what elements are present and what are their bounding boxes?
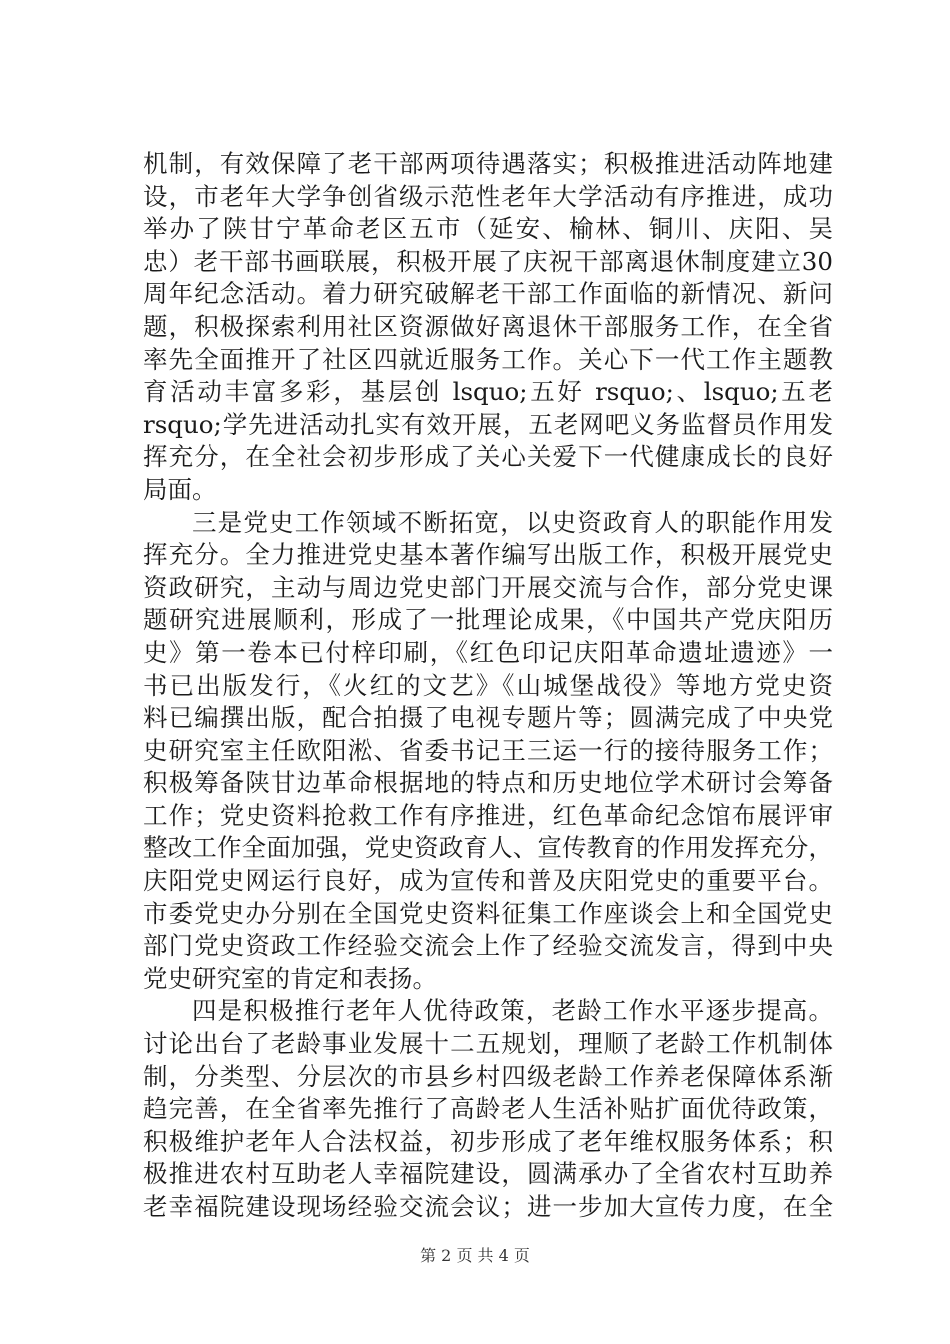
text-line: 整改工作全面加强，党史资政育人、宣传教育的作用发挥充分，	[143, 833, 833, 863]
text-line: 举办了陕甘宁革命老区五市（延安、榆林、铜川、庆阳、吴	[143, 214, 833, 244]
text-line: 书已出版发行，《火红的文艺》《山城堡战役》等地方党史资	[143, 670, 833, 700]
text-line: 挥充分，在全社会初步形成了关心关爱下一代健康成长的良好	[143, 442, 833, 472]
text-line: rsquo;学先进活动扎实有效开展，五老网吧义务监督员作用发	[143, 409, 833, 439]
text-line: 题，积极探索利用社区资源做好离退休干部服务工作，在全省	[143, 311, 833, 341]
page-number: 第 2 页 共 4 页	[420, 1246, 530, 1265]
text-line: 老幸福院建设现场经验交流会议；进一步加大宣传力度，在全	[143, 1192, 833, 1221]
text-line: 忠）老干部书画联展，积极开展了庆祝干部离退休制度建立30	[143, 246, 833, 276]
text-line: 周年纪念活动。着力研究破解老干部工作面临的新情况、新问	[143, 279, 833, 309]
text-line: 积极维护老年人合法权益，初步形成了老年维权服务体系；积	[143, 1126, 833, 1156]
text-line: 庆阳党史网运行良好，成为宣传和普及庆阳党史的重要平台。	[143, 866, 833, 896]
text-line: 设，市老年大学争创省级示范性老年大学活动有序推进，成功	[143, 181, 833, 211]
text-line: 育活动丰富多彩，基层创 lsquo;五好 rsquo;、lsquo;五老	[143, 377, 833, 407]
text-line: 挥充分。全力推进党史基本著作编写出版工作，积极开展党史	[143, 540, 833, 570]
text-line: 部门党史资政工作经验交流会上作了经验交流发言，得到中央	[143, 931, 833, 961]
paragraph-start-line: 四是积极推行老年人优待政策，老龄工作水平逐步提高。	[192, 996, 833, 1026]
text-line: 题研究进展顺利，形成了一批理论成果，《中国共产党庆阳历	[143, 605, 833, 635]
paragraph-end-line: 局面。	[143, 474, 217, 504]
text-line: 制，分类型、分层次的市县乡村四级老龄工作养老保障体系渐	[143, 1061, 833, 1091]
text-line: 趋完善，在全省率先推行了高龄老人生活补贴扩面优待政策，	[143, 1094, 833, 1124]
text-line: 工作；党史资料抢救工作有序推进，红色革命纪念馆布展评审	[143, 800, 833, 830]
text-line: 资政研究，主动与周边党史部门开展交流与合作，部分党史课	[143, 572, 833, 602]
text-line: 极推进农村互助老人幸福院建设，圆满承办了全省农村互助养	[143, 1159, 833, 1189]
text-line: 积极筹备陕甘边革命根据地的特点和历史地位学术研讨会筹备	[143, 768, 833, 798]
text-line: 讨论出台了老龄事业发展十二五规划，理顺了老龄工作机制体	[143, 1029, 833, 1059]
document-body	[143, 148, 833, 1224]
text-line: 史》第一卷本已付梓印刷，《红色印记庆阳革命遗址遗迹》一	[143, 637, 833, 667]
text-line: 市委党史办分别在全国党史资料征集工作座谈会上和全国党史	[143, 898, 833, 928]
text-line: 机制，有效保障了老干部两项待遇落实；积极推进活动阵地建	[143, 149, 833, 178]
text-line: 料已编撰出版，配合拍摄了电视专题片等；圆满完成了中央党	[143, 703, 833, 733]
paragraph-start-line: 三是党史工作领域不断拓宽，以史资政育人的职能作用发	[192, 507, 833, 537]
text-line: 率先全面推开了社区四就近服务工作。关心下一代工作主题教	[143, 344, 833, 374]
text-line: 史研究室主任欧阳淞、省委书记王三运一行的接待服务工作；	[143, 735, 833, 765]
paragraph-end-line: 党史研究室的肯定和表扬。	[143, 963, 437, 993]
